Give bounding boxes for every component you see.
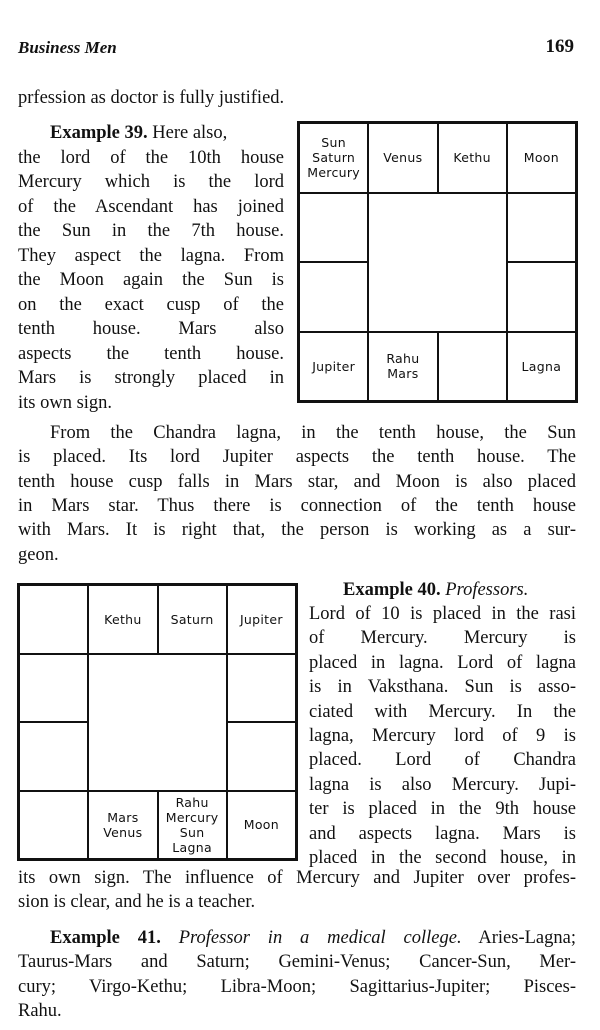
- example-39-line: Mars is strongly placed in: [18, 368, 284, 388]
- chart-40-house-top-1: [88, 585, 157, 654]
- chart-40-house-top-3: [227, 585, 296, 654]
- example-39-line: aspects the tenth house.: [18, 343, 284, 364]
- chart-39-center: [368, 193, 507, 332]
- example-41-line: Rahu.: [18, 1001, 62, 1022]
- chart-40-house-right-1: [227, 654, 296, 723]
- example-39-line: of the Ascendant has joined: [18, 196, 284, 217]
- chart-39-house-top-1: [368, 123, 437, 193]
- planet-label: Mercury: [307, 165, 361, 181]
- horoscope-chart-40: [17, 583, 298, 861]
- chart-40-house-left-1: [19, 654, 88, 723]
- example-40-line: lagna, Mercury lord of 9 is: [309, 726, 576, 746]
- paragraph-2-line: is placed. Its lord Jupiter aspects the tenth house. The: [18, 447, 576, 468]
- planet-label: Mars: [107, 809, 139, 825]
- paragraph-2-line: tenth house cusp falls in Mars star, and Moon is also placed: [18, 471, 576, 492]
- chart-40-house-top-2: [158, 585, 227, 654]
- example-40-title: Professors.: [440, 580, 529, 600]
- example-39-line: on the exact cusp of the: [18, 294, 284, 315]
- example-40-tail-line: its own sign. The influence of Mercury and Jupiter over profes-: [18, 868, 576, 888]
- example-41-line: Taurus-Mars and Saturn; Gemini-Venus; Cancer-Sun, Mer-: [18, 952, 576, 973]
- planet-label: Kethu: [453, 150, 491, 166]
- chart-39-house-right-1: [507, 193, 576, 263]
- planet-label: Moon: [243, 817, 279, 833]
- chart-39-house-right-2: [507, 262, 576, 332]
- example-41-first-line: [50, 926, 576, 950]
- example-40-line: placed in lagna. Lord of lagna: [309, 652, 576, 673]
- planet-label: Lagna: [521, 358, 562, 374]
- example-39-line: the lord of the 10th house: [18, 147, 284, 168]
- example-39-line: Mercury which is the lord: [18, 172, 284, 192]
- example-40-label: Example 40.: [343, 580, 441, 600]
- chart-39-house-top-3: [507, 123, 576, 193]
- example-40-line: of Mercury. Mercury is: [309, 628, 576, 649]
- paragraph-2-line: in Mars star. Thus there is connection of the tenth house: [18, 495, 576, 516]
- planet-label: Moon: [523, 150, 559, 166]
- planet-label: Saturn: [170, 611, 214, 627]
- planet-label: Jupiter: [239, 611, 283, 627]
- example-39-label: Example 39.: [50, 123, 148, 143]
- page-number: 169: [545, 36, 574, 57]
- planet-label: Sun: [179, 824, 205, 840]
- example-41-line: cury; Virgo-Kethu; Libra-Moon; Sagittarius-Jupiter; Pisces-: [18, 976, 576, 997]
- planet-label: Venus: [103, 824, 143, 840]
- example-39-line: They aspect the lagna. From: [18, 245, 284, 266]
- planet-label: Lagna: [172, 839, 212, 855]
- planet-label: Saturn: [312, 150, 356, 166]
- chart-40-house-bottom-3: [227, 791, 296, 860]
- chart-40-house-left-2: [19, 722, 88, 791]
- paragraph-2-line: with Mars. It is right that, the person is working as a sur-: [18, 520, 576, 541]
- chart-39-house-top-2: [438, 123, 507, 193]
- example-40-line: placed. Lord of Chandra: [309, 750, 576, 771]
- example-40-line: placed in the second house, in: [309, 848, 576, 868]
- example-39-line: the Sun in the 7th house.: [18, 221, 284, 241]
- example-40-line: ter is placed in the 9th house: [309, 799, 576, 820]
- chart-40-house-bottom-2: [158, 791, 227, 860]
- chart-39-house-top-0: [299, 123, 368, 193]
- planet-label: Kethu: [104, 611, 142, 627]
- planet-label: Sun: [321, 135, 346, 151]
- example-40-line: and aspects lagna. Mars is: [309, 823, 576, 844]
- paragraph-2-line: geon.: [18, 544, 59, 565]
- example-39-first-line: [50, 121, 227, 145]
- planet-label: Jupiter: [312, 358, 356, 374]
- example-40-line: Lord of 10 is placed in the rasi: [309, 604, 576, 624]
- chart-39-house-left-2: [299, 262, 368, 332]
- example-39-line: its own sign.: [18, 392, 113, 413]
- example-40-line: ciated with Mercury. In the: [309, 701, 576, 722]
- running-title: Business Men: [18, 38, 117, 57]
- paragraph-line: prfession as doctor is fully justified.: [18, 88, 285, 108]
- planet-label: Venus: [383, 150, 423, 166]
- planet-label: Mars: [387, 366, 419, 382]
- chart-39-house-bottom-0: [299, 332, 368, 402]
- chart-40-house-top-0: [19, 585, 88, 654]
- example-41-line-text: Aries-Lagna;: [461, 928, 576, 948]
- example-39-line-text: Here also,: [147, 123, 228, 143]
- example-40-heading: [343, 578, 528, 602]
- paragraph-2-line: From the Chandra lagna, in the tenth house, the Sun: [50, 423, 576, 443]
- planet-label: Rahu: [175, 794, 209, 810]
- example-41-title: Professor in a medical college.: [178, 928, 462, 948]
- chart-39-house-bottom-2: [438, 332, 507, 402]
- example-39-line: the Moon again the Sun is: [18, 270, 284, 290]
- chart-40-house-bottom-0: [19, 791, 88, 860]
- example-40-line: is in Vaksthana. Sun is asso-: [309, 677, 576, 698]
- chart-39-house-left-1: [299, 193, 368, 263]
- planet-label: Mercury: [165, 809, 219, 825]
- chart-40-center: [88, 654, 227, 791]
- example-40-tail-line: sion is clear, and he is a teacher.: [18, 892, 256, 912]
- chart-40-house-bottom-1: [88, 791, 157, 860]
- example-39-line: tenth house. Mars also: [18, 319, 284, 339]
- horoscope-chart-39: [297, 121, 578, 403]
- example-41-label: Example 41.: [50, 928, 161, 948]
- planet-label: Rahu: [386, 351, 420, 367]
- chart-39-house-bottom-1: [368, 332, 437, 402]
- chart-40-house-right-2: [227, 722, 296, 791]
- example-40-line: lagna is also Mercury. Jupi-: [309, 774, 576, 795]
- chart-39-house-bottom-3: [507, 332, 576, 402]
